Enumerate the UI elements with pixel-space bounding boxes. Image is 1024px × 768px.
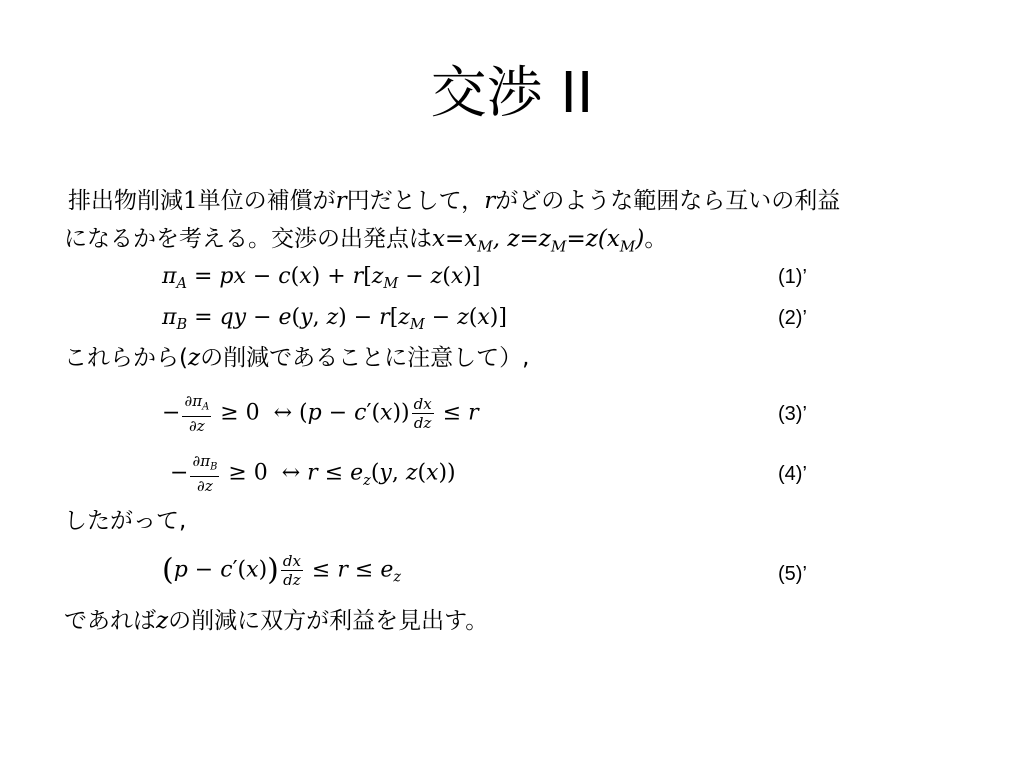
equation-2-number: (2)’	[778, 307, 807, 329]
equation-3: − $\frac{\partial\pi_A}{\partial z}$ ≥ 0 ↔ (p − c′(x)) $\frac{dx}{dz}$ ≤ r	[162, 392, 479, 436]
equation-5: (p − c′(x)) $\frac{dx}{dz}$ ≤ $r \le e_z$	[162, 552, 401, 589]
conclusion-line: であればzの削減に双方が利益を見出す。	[64, 608, 489, 634]
from-here-line: これらから(zの削減であることに注意して）,	[64, 345, 530, 371]
equation-4-number: (4)’	[778, 463, 807, 485]
equation-5-number: (5)’	[778, 563, 807, 585]
equation-3-number: (3)’	[778, 403, 807, 425]
intro-line-1: 排出物削減1単位の補償がr円だとして，rがどのような範囲なら互いの利益	[68, 188, 841, 214]
therefore-line: したがって,	[64, 508, 187, 534]
equation-4: − $\frac{\partial\pi_B}{\partial z}$ ≥ 0 ↔ $r \le e_z(y$, z(x))	[170, 452, 456, 496]
equation-1: $\pi_A$ = px − $c(x) + r[z_M - z(x)]$	[162, 264, 481, 293]
equation-2: $\pi_B$ = qy − e(y, $z) - r[z_M - z(x)]$	[162, 305, 507, 334]
equation-1-number: (1)’	[778, 266, 807, 288]
slide-title: 交渉 II	[430, 61, 594, 126]
intro-line-2: になるかを考える。交渉の出発点は$x=x_M$, $z=z_M=z(x_M)$。	[64, 226, 668, 256]
